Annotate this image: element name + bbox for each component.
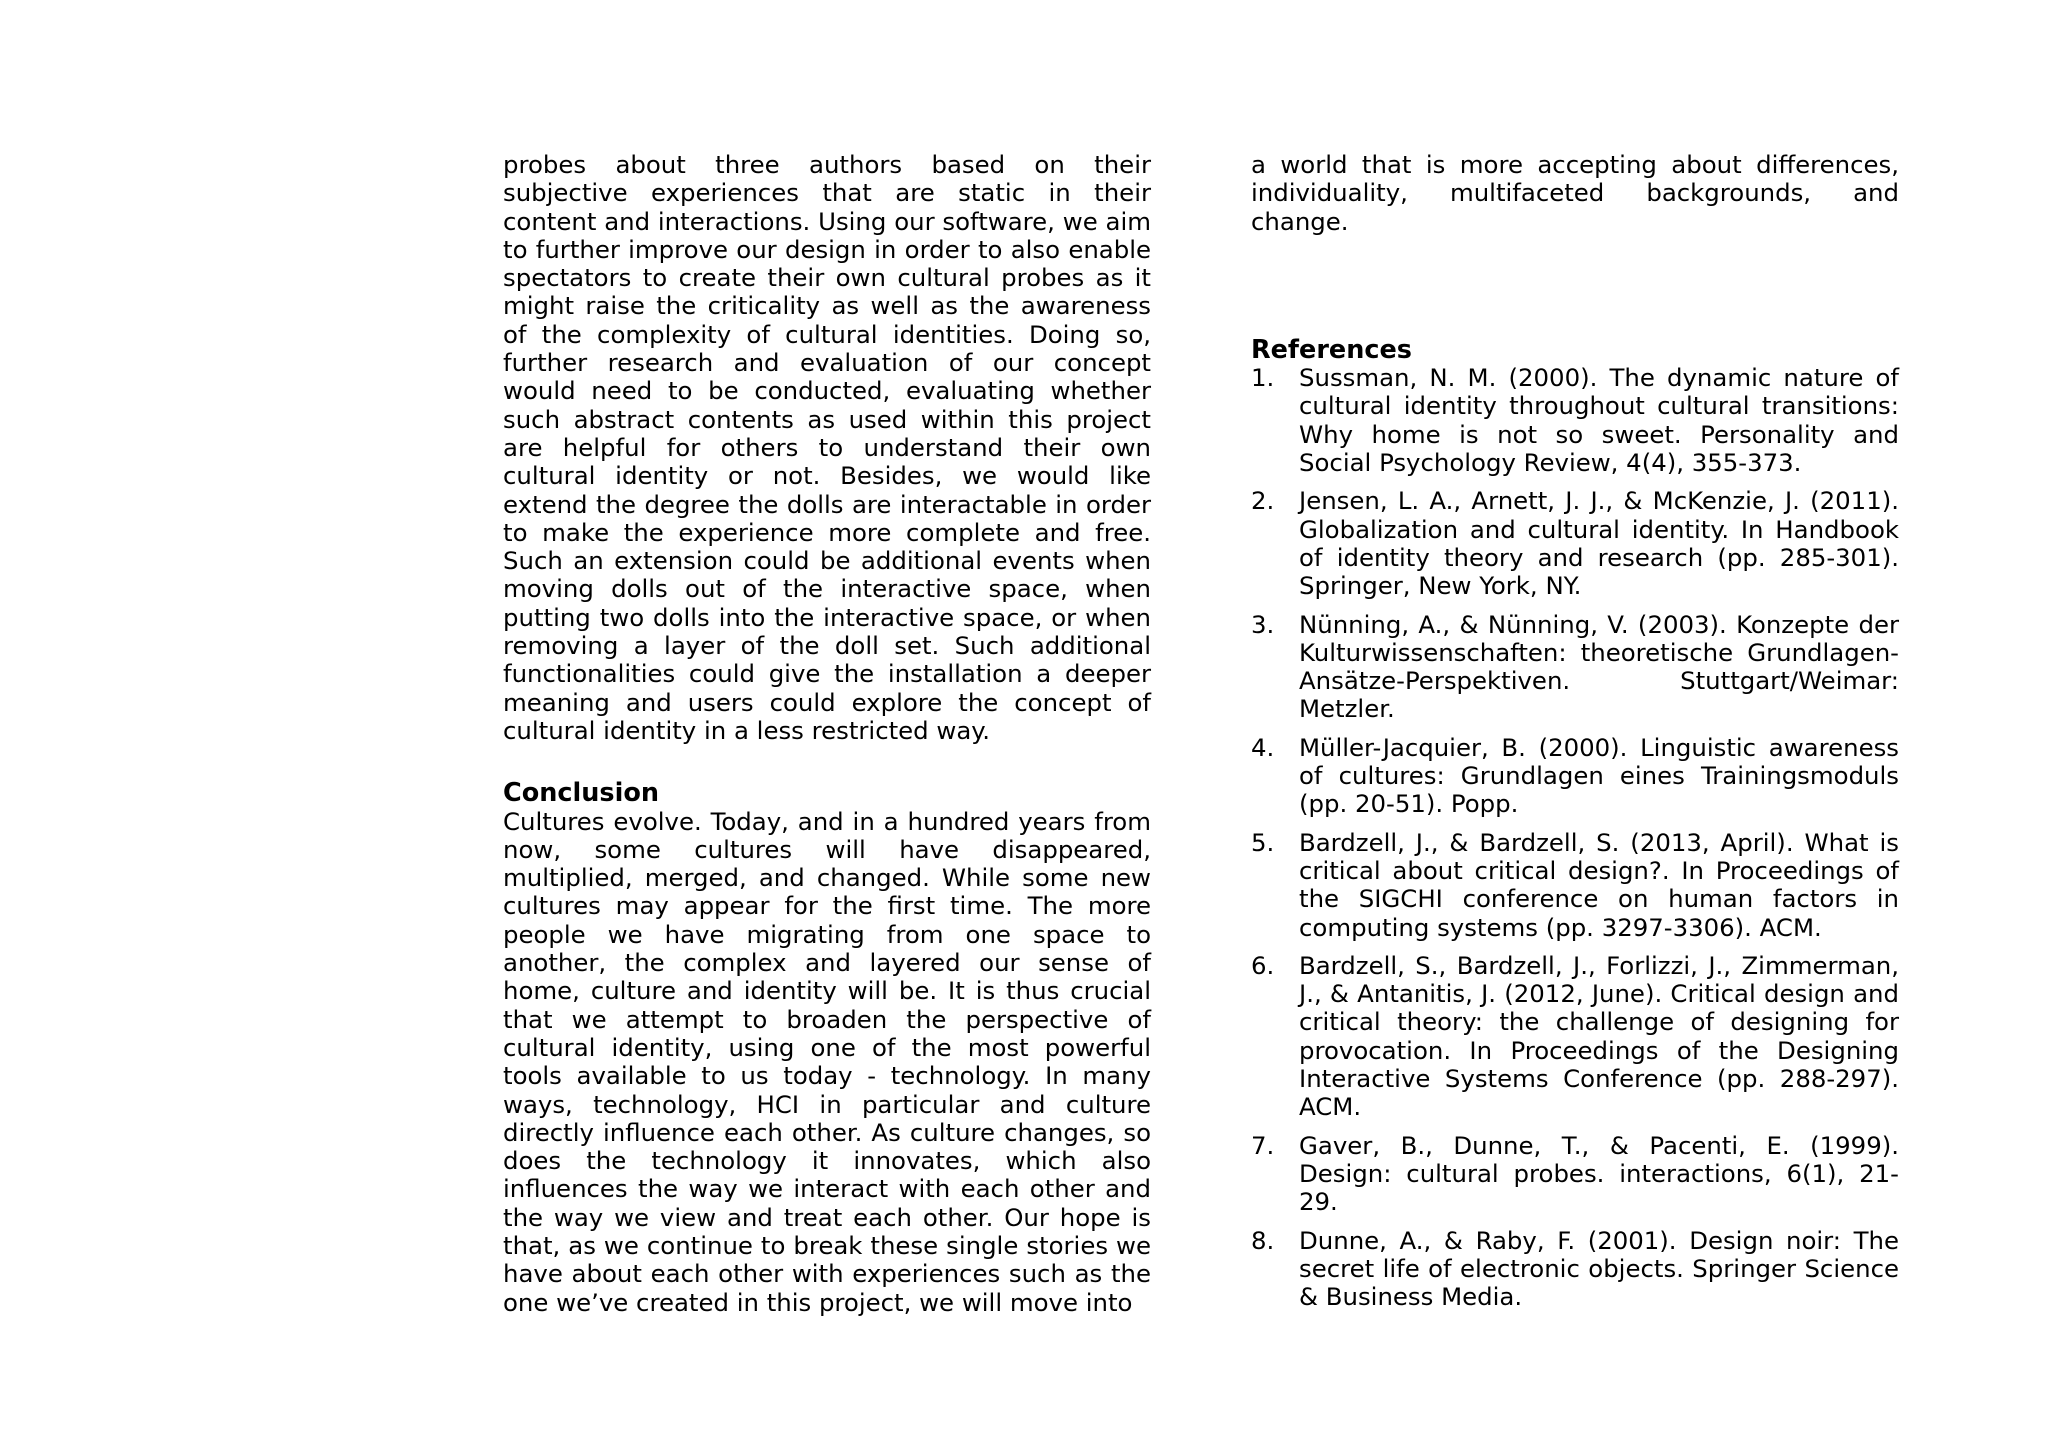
conclusion-continuation: a world that is more accepting about differences, individuality, multifaceted backgrounds, and change. (1251, 150, 1899, 236)
reference-item (1251, 1227, 1899, 1312)
reference-item (1251, 1132, 1899, 1217)
reference-text: Bardzell, S., Bardzell, J., Forlizzi, J., Zimmerman, J., & Antanitis, J. (2012, June). Critical design and critical theory: the challenge of designing for provocation. In Proceedings of the Designing Interactive Systems Conference (pp. 288-297). ACM. (1299, 950, 1899, 1122)
reference-number: 3. (1251, 609, 1275, 639)
right-column (1251, 151, 1899, 1321)
reference-number: 6. (1251, 950, 1275, 980)
reference-item (1251, 952, 1899, 1122)
reference-item (1251, 487, 1899, 600)
reference-text: Sussman, N. M. (2000). The dynamic nature of cultural identity throughout cultural transitions: Why home is not so sweet. Personality and Social Psychology Review, 4(4), 355-373. (1299, 363, 1899, 478)
reference-number: 1. (1251, 363, 1275, 393)
reference-number: 2. (1251, 486, 1275, 516)
reference-number: 5. (1251, 827, 1275, 857)
reference-item (1251, 611, 1899, 724)
reference-text: Nünning, A., & Nünning, V. (2003). Konzepte der Kulturwissenschaften: theoretische Grundlagen-Ansätze-Perspektiven. Stuttgart/Weimar: Metzler. (1299, 609, 1899, 724)
reference-text: Jensen, L. A., Arnett, J. J., & McKenzie, J. (2011). Globalization and cultural identity. In Handbook of identity theory and research (pp. 285-301). Springer, New York, NY. (1299, 486, 1899, 601)
conclusion-paragraph: Cultures evolve. Today, and in a hundred years from now, some cultures will have disappeared, multiplied, merged, and changed. While some new cultures may appear for the first time. The more people we have migrating from one space to another, the complex and layered our sense of home, culture and identity will be. It is thus crucial that we attempt to broaden the perspective of cultural identity, using one of the most powerful tools available to us today - technology. In many ways, technology, HCI in particular and culture directly influence each other. As culture changes, so does the technology it innovates, which also influences the way we interact with each other and the way we view and treat each other. Our hope is that, as we continue to break these single stories we have about each other with experiences such as the one we’ve created in this project, we will move into (503, 806, 1151, 1317)
left-column (503, 151, 1151, 1317)
reference-number: 4. (1251, 732, 1275, 762)
reference-text: Müller-Jacquier, B. (2000). Linguistic awareness of cultures: Grundlagen eines Trainingsmoduls (pp. 20-51). Popp. (1299, 732, 1899, 819)
references-list (1251, 364, 1899, 1311)
reference-text: Bardzell, J., & Bardzell, S. (2013, April). What is critical about critical design?. In Proceedings of the SIGCHI conference on human factors in computing systems (pp. 3297-3306). ACM. (1299, 827, 1899, 942)
reference-item (1251, 734, 1899, 819)
discussion-paragraph: probes about three authors based on their subjective experiences that are static in their content and interactions. Using our software, we aim to further improve our design in order to also enable spectators to create their own cultural probes as it might raise the criticality as well as the awareness of the complexity of cultural identities. Doing so, further research and evaluation of our concept would need to be conducted, evaluating whether such abstract contents as used within this project are helpful for others to understand their own cultural identity or not. Besides, we would like extend the degree the dolls are interactable in order to make the experience more complete and free. Such an extension could be additional events when moving dolls out of the interactive space, when putting two dolls into the interactive space, or when removing a layer of the doll set. Such additional functionalities could give the installation a deeper meaning and users could explore the concept of cultural identity in a less restricted way. (503, 150, 1151, 745)
reference-item (1251, 829, 1899, 942)
references-heading: References (1251, 334, 1412, 365)
reference-text: Gaver, B., Dunne, T., & Pacenti, E. (1999). Design: cultural probes. interactions, 6(1), 21-29. (1299, 1130, 1899, 1217)
conclusion-heading: Conclusion (503, 778, 659, 809)
reference-number: 7. (1251, 1130, 1275, 1160)
reference-item (1251, 364, 1899, 477)
reference-number: 8. (1251, 1225, 1275, 1255)
reference-text: Dunne, A., & Raby, F. (2001). Design noir: The secret life of electronic objects. Springer Science & Business Media. (1299, 1225, 1899, 1312)
